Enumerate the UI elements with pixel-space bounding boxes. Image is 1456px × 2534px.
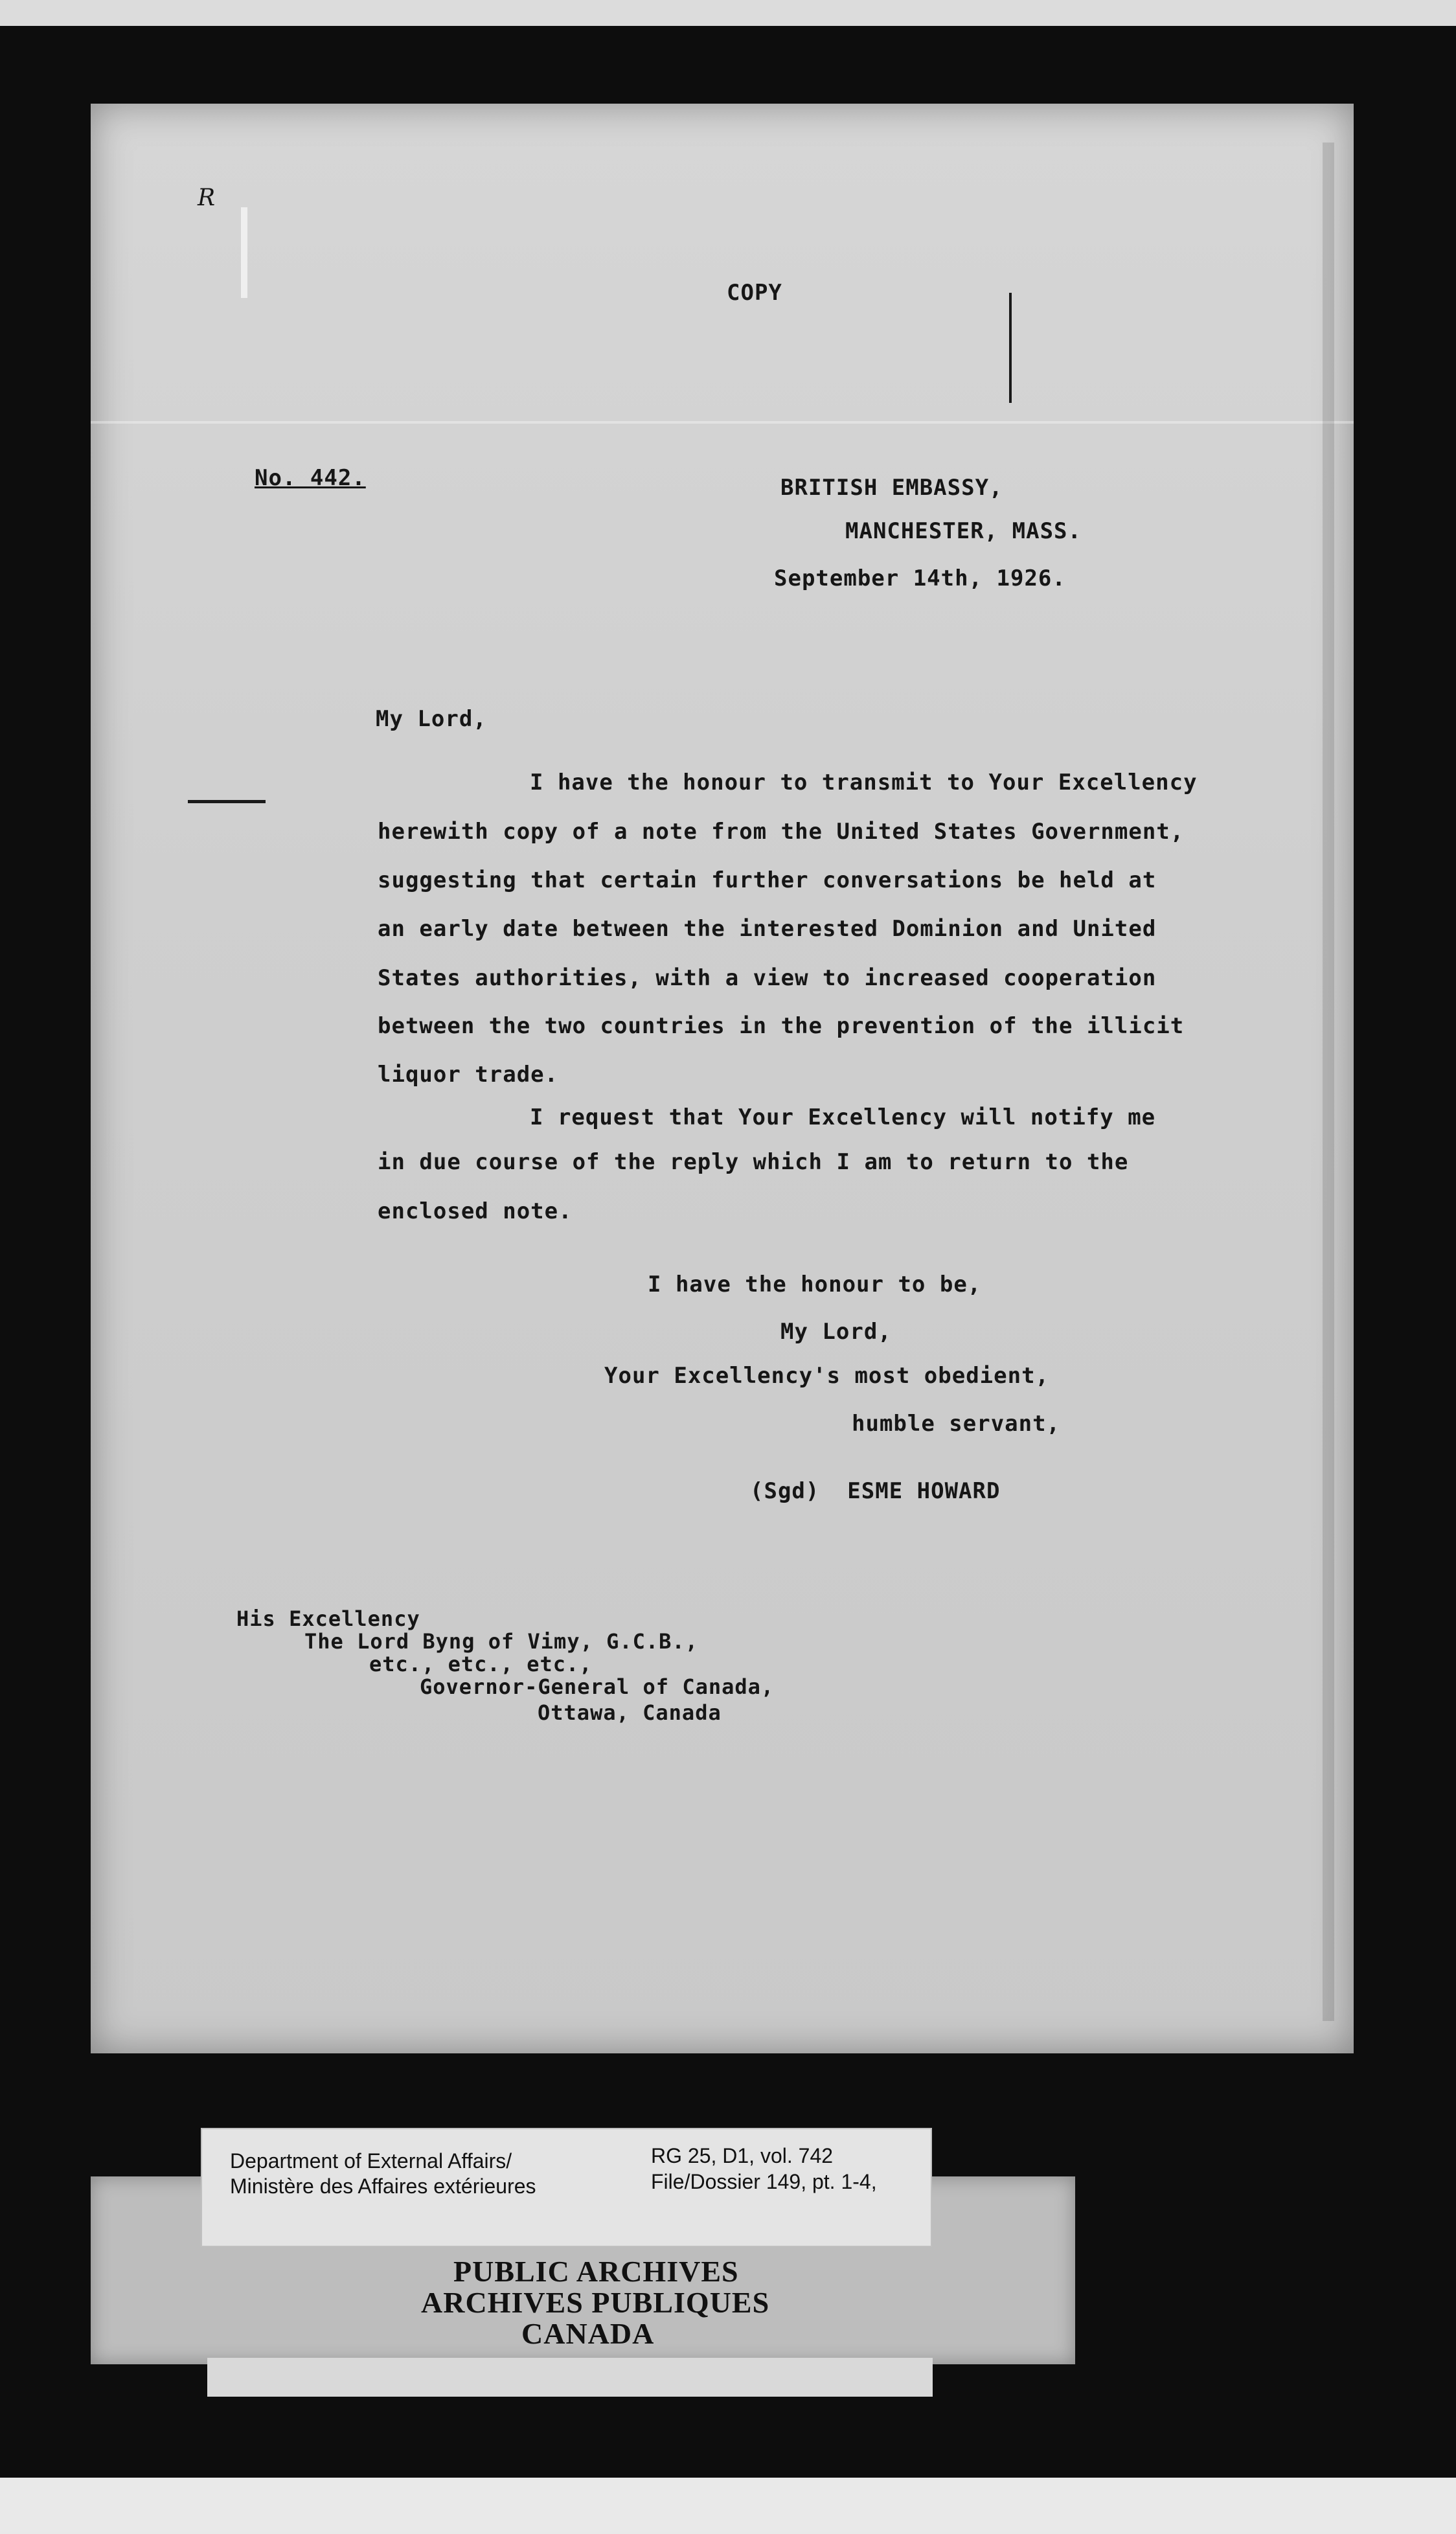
stamp-line-1: PUBLIC ARCHIVES <box>453 2255 739 2288</box>
closing-line-4: humble servant, <box>852 1411 1061 1437</box>
archive-reference-1: RG 25, D1, vol. 742 <box>651 2144 834 2167</box>
sender-line-2: MANCHESTER, MASS. <box>845 518 1082 544</box>
film-bottom-strip <box>0 2478 1456 2534</box>
paper-fold <box>91 421 1354 424</box>
addressee-line-2: The Lord Byng of Vimy, G.C.B., <box>304 1629 698 1654</box>
margin-tick <box>1009 293 1012 403</box>
letter-date: September 14th, 1926. <box>774 565 1066 591</box>
addressee-line-3: etc., etc., etc., <box>369 1652 593 1676</box>
addressee-line-5: Ottawa, Canada <box>538 1700 722 1725</box>
closing-line-1: I have the honour to be, <box>648 1272 982 1297</box>
archive-lower-strip <box>207 2358 933 2397</box>
body-line-2: herewith copy of a note from the United States Government, <box>378 819 1185 845</box>
margin-initial: R <box>198 185 216 211</box>
stamp-line-3: CANADA <box>521 2317 655 2350</box>
corner-tear-mark <box>241 207 247 298</box>
body-line-10: enclosed note. <box>378 1198 573 1224</box>
film-top-strip <box>0 0 1456 26</box>
body-line-1: I have the honour to transmit to Your Excellency <box>530 770 1198 795</box>
closing-line-2: My Lord, <box>780 1319 892 1345</box>
reference-number: No. 442. <box>255 465 366 491</box>
department-english: Department of External Affairs/ <box>230 2149 512 2173</box>
body-line-4: an early date between the interested Dominion and United <box>378 916 1157 942</box>
department-french: Ministère des Affaires extérieures <box>230 2174 536 2198</box>
body-line-7: liquor trade. <box>378 1062 559 1088</box>
archive-reference-2: File/Dossier 149, pt. 1-4, <box>651 2170 877 2193</box>
copy-label: COPY <box>727 280 782 306</box>
body-line-8: I request that Your Excellency will notify me <box>530 1104 1156 1130</box>
closing-line-3: Your Excellency's most obedient, <box>604 1363 1050 1389</box>
letter-page <box>91 104 1354 2053</box>
signature: (Sgd) ESME HOWARD <box>750 1478 1001 1504</box>
stamp-line-2: ARCHIVES PUBLIQUES <box>421 2286 770 2319</box>
body-line-6: between the two countries in the prevention of the illicit <box>378 1013 1185 1039</box>
addressee-line-1: His Excellency <box>236 1606 420 1631</box>
addressee-line-4: Governor-General of Canada, <box>420 1674 775 1699</box>
body-line-9: in due course of the reply which I am to return to the <box>378 1149 1129 1175</box>
margin-dash <box>188 800 266 803</box>
salutation: My Lord, <box>376 706 487 732</box>
sender-line-1: BRITISH EMBASSY, <box>780 475 1003 501</box>
body-line-3: suggesting that certain further conversations be held at <box>378 867 1157 893</box>
body-line-5: States authorities, with a view to increased cooperation <box>378 965 1157 991</box>
paper-edge-shadow <box>1323 143 1334 2021</box>
